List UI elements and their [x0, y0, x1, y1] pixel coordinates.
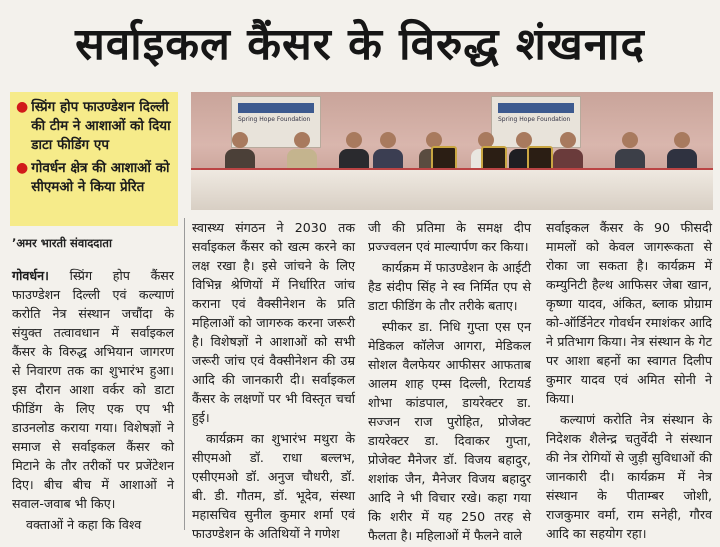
highlight-text: गोवर्धन क्षेत्र की आशाओं को सीएमओ ने किया प्रेरित	[31, 160, 170, 195]
byline	[12, 236, 182, 251]
banner-text: Spring Hope Foundation	[238, 116, 311, 123]
bullet-icon: ●	[16, 99, 29, 115]
article-paragraph	[12, 266, 174, 513]
column-divider	[184, 218, 185, 530]
banner-text: Spring Hope Foundation	[498, 116, 571, 123]
dateline: गोवर्धन।	[12, 268, 49, 283]
article-column-1	[12, 266, 174, 536]
highlight-text: स्प्रिंग होप फाउण्डेशन दिल्ली की टीम ने आशाओं को दिया डाटा फीडिंग एप	[31, 99, 171, 153]
banner-band	[238, 103, 314, 113]
article-paragraph: कल्याणं करोति नेत्र संस्थान के निदेशक शैलेन्द्र चतुर्वेदी ने संस्थान की नेत्र रोगियों से जुड़ी सुविधाओं की जानकारी दी। कार्यक्रम में नेत्र संस्थान के पीताम्बर जोशी, राजकुमार वर्मा, राम सनेही, गौरव आदि का सहयोग रहा।	[546, 412, 712, 541]
headline: सर्वाइकल कैंसर के विरुद्ध शंखनाद	[75, 19, 645, 70]
article-paragraph: स्वास्थ्य संगठन ने 2030 तक सर्वाइकल कैंसर को खत्म करने का लक्ष रखा है। इसे जांचने के लिए विभिन्न श्रेणियों में निर्धारित जांच कराना एवं वैक्सीनेशन के प्रति महिलाओं को जागरुक करना जरूरी है। विशेषज्ञों ने आशाओं को सभी जरूरी जांच एवं वैक्सीनेशन की उम्र आदि की जानकारी दी। सर्वाइकल कैंसर के लक्षणों पर भी विस्तृत चर्चा हुई।	[192, 220, 355, 425]
article-paragraph: कार्यक्रम का शुभारंभ मथुरा के सीएमओ डॉ. राधा बल्लभ, एसीएमओ डॉ. अनुज चौधरी, डॉ. बी. डी. गौतम, डॉ. भूदेव, संस्था महासचिव सुनील कुमार शर्मा एवं फाउण्डेशन के अतिथियों ने गणेश	[192, 431, 355, 541]
article-column-2	[192, 218, 355, 545]
highlight-item	[16, 98, 172, 155]
article-column-3	[368, 218, 531, 547]
article-paragraph: स्पीकर डा. निधि गुप्ता एस एन मेडिकल कॉलेज आगरा, मेडिकल सोशल वैलफेयर आफीसर आफताब आलम शाह एम्स दिल्ली, रिटायर्ड शोभा कांडपाल, डायरेक्टर डा. सज्जन राज पुरोहित, प्रोजेक्ट डायरेक्टर डा. दिवाकर गुप्ता, प्रोजेक्ट मैनेजर डॉ. विजय बहादुर, शशांक जैन, मैनेजर विजय बहादुर आदि ने भी विचार रखे। कहा गया कि शरीर में यह 250 तरह से फैलता है। महिलाओं में फैलने वाले	[368, 319, 531, 543]
highlights-box	[10, 92, 178, 226]
article-paragraph: कार्यक्रम में फाउण्डेशन के आईटी हैड संदीप सिंह ने स्व निर्मित एप से डाटा फीडिंग के तौर तरीके बताए।	[368, 260, 531, 313]
stage-table	[191, 168, 713, 210]
article-paragraph: जी की प्रतिमा के समक्ष दीप प्रज्ज्वलन एवं माल्यार्पण कर किया।	[368, 220, 531, 254]
bullet-icon: ●	[16, 160, 29, 176]
event-photo	[191, 92, 713, 210]
paragraph-text: स्प्रिंग होप कैंसर फाउण्डेशन दिल्ली एवं कल्याणं करोति नेत्र संस्थान जचौंदा के संयुक्त तत्वावधान में सर्वाइकल कैंसर के विरुद्ध अभियान जागरण से निवारण तक का शुभारंभ हुआ। इस दौरान आशा वर्कर को डाटा फीडिंग के लिए एक एप भी डाउनलोड कराया गया। विशेषज्ञों ने समाज से सर्वाइकल कैंसर को मिटाने के तौर तरीकों पर प्रजेंटेशन दिए। बीच बीच में आशाओं ने सवाल-जवाब भी किए।	[12, 268, 174, 511]
highlight-item	[16, 159, 172, 197]
article-paragraph: सर्वाइकल कैंसर के 90 फीसदी मामलों को केवल जागरूकता से रोका जा सकता है। कार्यक्रम में कम्युनिटी हैल्थ आफिसर जेबा खान, कृष्णा यादव, अंकित, ब्लाक प्रोग्राम को-ऑर्डिनेटर गोवर्धन रमाशंकर आदि ने प्रतिभाग किया। नेत्र संस्थान के गेट पर आशा बहनों का स्वागत दिलीप कुमार यादव एवं अमित सोनी ने किया।	[546, 220, 712, 406]
article-paragraph: वक्ताओं ने कहा कि विश्व	[26, 517, 142, 532]
article-column-4	[546, 218, 712, 545]
banner-band	[498, 103, 574, 113]
byline-mark: ʼ	[12, 236, 17, 250]
byline-text: अमर भारती संवाददाता	[16, 236, 112, 250]
